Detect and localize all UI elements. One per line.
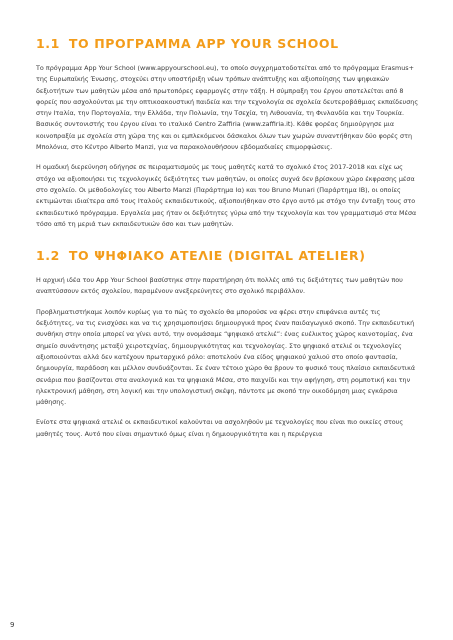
paragraph: Η ομαδική διερεύνηση οδήγησε σε πειραματισμούς με τους μαθητές κατά το σχολικό έτος 2017-2018 και είχε ως στόχο να αξιοποιήσει τις τεχνολογικές δεξιότητες των μαθητών, οι οποίες συχνά δεν βρίσκουν χώρο έκφρασης μέσα στο σχολείο. Οι μεθοδολογίες του Alberto Manzi (Παράρτημα Ια) και του Bruno Munari (Παράρτημα ΙΒ), οι οποίες εκτιμώνται ιδιαίτερα από τους Ιταλούς εκπαιδευτικούς, αξιοποιήθηκαν στο έργο αυτό με στόχο την ένταξη τους στο εκπαιδευτικό πρόγραμμα. Εργαλεία μας ήταν οι δεξιότητες γύρω από την τεχνολογία και τον γραμματισμό στα Μέσα τόσο από τη μεριά των εκπαιδευτικών όσο και των μαθητών. xyxy=(36,163,417,228)
section-heading-1-1 xyxy=(36,36,420,51)
page-number: 9 xyxy=(10,621,15,629)
page-content xyxy=(36,36,420,449)
section-title: ΤΟ ΨΗΦΙΑΚΟ ΑΤΕΛΙΕ (DIGITAL ATELIER) xyxy=(68,248,366,264)
section-heading-1-2 xyxy=(36,248,420,263)
paragraph: Το πρόγραμμα App Your School (www.appyourschool.eu), το οποίο συγχρηματοδοτείται από το πρόγραμμα Erasmus+ της Ευρωπαϊκής Ένωσης, στοχεύει στην υποστήριξη νέων τρόπων ανάπτυξης και αξιοποίησης των ψηφιακών δεξιοτήτων των μαθητών μέσα από πρωτοπόρες εφαρμογές στην τάξη. Η σύμπραξη του έργου αποτελείται από 8 φορείς που ασχολούνται με την οπτικοακουστική παιδεία και την τεχνολογία σε σχολεία δευτεροβάθμιας εκπαίδευσης στην Ιταλία, την Πορτογαλία, την Ελλάδα, την Πολωνία, την Τσεχία, τη Λιθουανία, τη Φινλανδία και την Τουρκία. Βασικός συντονιστής του έργου είναι το ιταλικό Centro Zaffiria (www.zaffiria.it). Κάθε φορέας δημιούργησε μια κοινοπραξία με σχολεία στη χώρα της και οι εμπλεκόμενοι δάσκαλοι όλων των χωρών συναντήθηκαν δύο φορές στη Μπολόνια, στο Κέντρο Alberto Manzi, για να παρακολουθήσουν εβδομαδιαίες επιμορφώσεις. xyxy=(36,64,419,152)
paragraph: Ενίοτε στα ψηφιακά ατελιέ οι εκπαιδευτικοί καλούνται να ασχοληθούν με τεχνολογίες που είναι πιο οικείες στους μαθητές τους. Αυτό που είναι σημαντικό όμως είναι η δημιουργικότητα και η περιέργεια xyxy=(36,418,404,438)
section-number: 1.2 xyxy=(36,248,60,264)
section-number: 1.1 xyxy=(36,36,60,51)
paragraph: Η αρχική ιδέα του App Your School βασίστηκε στην παρατήρηση ότι πολλές από τις δεξιότητες των μαθητών που αναπτύσσουν εκτός σχολείου, παραμένουν ανεξερεύνητες στο σχολικό περιβάλλον. xyxy=(36,276,403,296)
paragraph: Προβληματιστήκαμε λοιπόν κυρίως για το πώς το σχολείο θα μπορούσε να φέρει στην επιφάνεια αυτές τις δεξιότητες, να τις ενισχύσει και να τις χρησιμοποιήσει δημιουργικά προς έναν παιδαγωγικό σκοπό. Την εκπαιδευτική συνθήκη στην οποία μπορεί να γίνει αυτό, την ονομάσαμε “ψηφιακό ατελιέ”: ένας ευέλικτος χώρος καινοτομίας, ένα σημείο συνάντησης μεταξύ χειροτεχνίας, δημιουργικότητας και τεχνολογίας. Στο ψηφιακό ατελιέ οι τεχνολογίες αξιοποιούνται αλλά δεν κατέχουν πρωταρχικό ρόλο: αποτελούν ένα είδος ψηφιακού χαλιού στο οποίο φαντασία, δημιουργία, παράδοση και μέλλον συνδυάζονται. Σε έναν τέτοιο χώρο θα βρουν το φυσικό τους πλαίσιο εκπαιδευτικά σενάρια που βασίζονται στα αναλογικά και τα ψηφιακά Μέσα, στο παιχνίδι και την αφήγηση, στη ρομποτική και την ηλεκτρονική μάθηση, στη λογική και την υπολογιστική σκέψη, πάντοτε με σκοπό την οικοδόμηση μιας εγκάρσια μάθησης. xyxy=(36,307,416,407)
section-title: ΤΟ ΠΡΟΓΡΑΜΜΑ APP YOUR SCHOOL xyxy=(68,36,339,51)
